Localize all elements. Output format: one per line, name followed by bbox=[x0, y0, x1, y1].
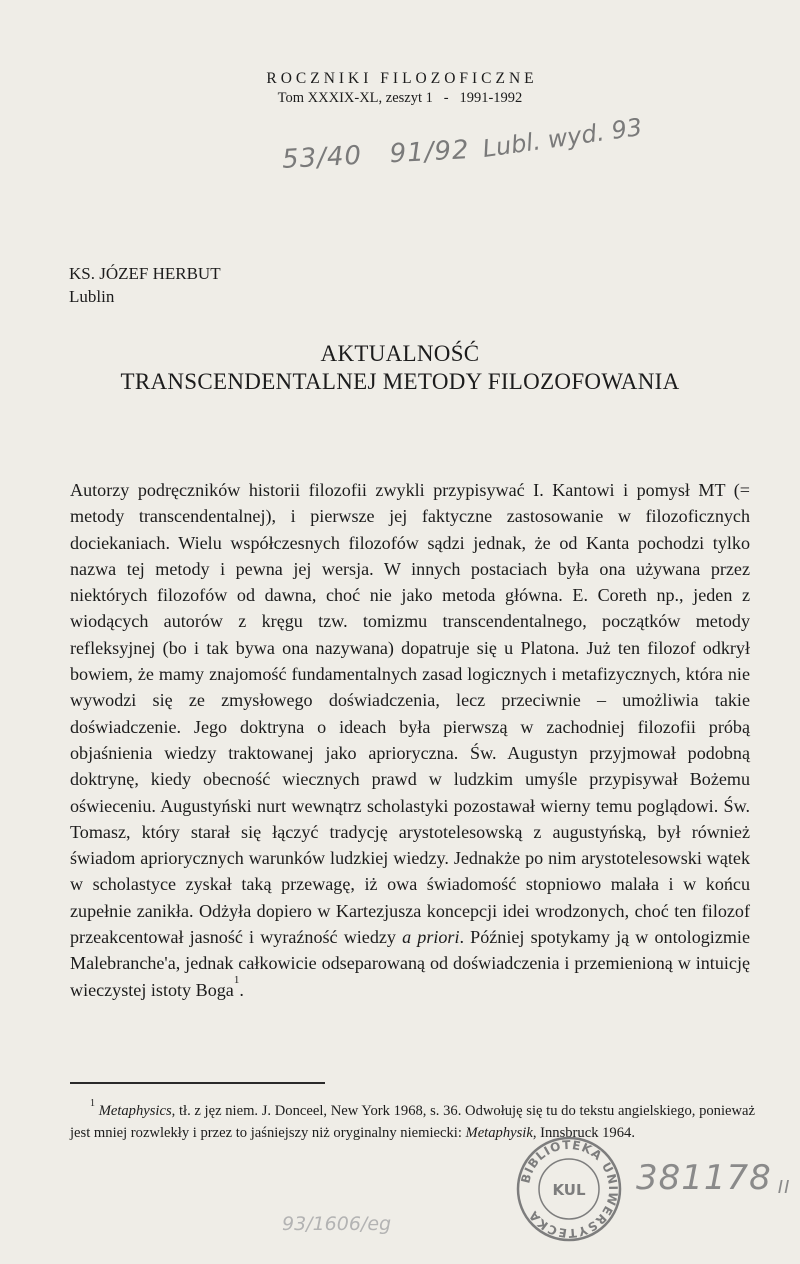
inventory-suffix: II bbox=[777, 1177, 791, 1198]
footnote-book-title: Metaphysics bbox=[98, 1103, 172, 1119]
body-paragraph bbox=[70, 477, 750, 1003]
volume-line bbox=[0, 90, 800, 107]
stamp-ring-text: BIBLIOTEKA UNIWERSYTECKA bbox=[518, 1137, 621, 1241]
footnote-text-a: , tł. z jęz niem. J. Donceel, New York 1968, s. 36. Odwołuję się tu do tekstu angielskiego, ponieważ jest mniej rozwlekły i przez to jaśniejszy niż oryginalny niemiecki: bbox=[70, 1103, 755, 1141]
journal-header bbox=[0, 70, 800, 107]
footnote-original-title: Metaphysik bbox=[465, 1124, 533, 1141]
author-location: Lublin bbox=[69, 287, 115, 306]
body-emphasis: a priori bbox=[402, 927, 460, 948]
author-name: KS. JÓZEF HERBUT bbox=[69, 264, 221, 283]
stamp-center-text: KUL bbox=[552, 1181, 586, 1199]
handwritten-note-bottom: 93/1606/eg bbox=[282, 1213, 392, 1235]
library-stamp bbox=[515, 1135, 623, 1243]
volume-text: Tom XXXIX-XL, zeszyt 1 - 1991-1992 bbox=[277, 90, 523, 106]
footnote bbox=[70, 1098, 755, 1144]
inventory-number bbox=[636, 1158, 790, 1198]
inventory-number-value: 381178 bbox=[636, 1158, 772, 1198]
title-line-2: TRANSCENDENTALNEJ METODY FILOZOFOWANIA bbox=[120, 369, 680, 394]
body-text-end: . bbox=[239, 979, 244, 1000]
body-text-tail: . Później spotykamy ją w ontologizmie Malebranche'a, jednak całkowicie odseparowaną od doświadczenia i przemienioną w intuicję wieczystej istoty Boga bbox=[70, 927, 750, 1000]
title-line-1: AKTUALNOŚĆ bbox=[320, 341, 480, 366]
footnote-divider bbox=[70, 1082, 325, 1084]
footnote-reference[interactable]: 1 bbox=[233, 973, 240, 986]
footnote-marker: 1 bbox=[90, 1098, 95, 1109]
footnote-text-b: , Innsbruck 1964. bbox=[532, 1124, 635, 1141]
handwritten-note-top-right: Lubl. wyd. 93 bbox=[480, 112, 644, 164]
body-text-main: Autorzy podręczników historii filozofii zwykli przypisywać I. Kantowi i pomysł MT (= metody transcendentalnej), i pierwsze jej faktyczne zastosowanie w filozoficznych dociekaniach. Wielu współczesnych filozofów sądzi jednak, że od Kanta pochodzi tylko nazwa tej metody i pewna jej wersja. W innych postaciach była ona używana przez niektórych filozofów od dawna, choć nie jako metoda główna. E. Coreth np., jeden z wiodących autorów z kręgu tzw. tomizmu transcendentalnego, początków metody refleksyjnej (bo i tak bywa ona nazywana) dopatruje się u Platona. Już ten filozof odkrył bowiem, że mamy znajomość fundamentalnych zasad logicznych i metafizycznych, która nie wywodzi się ze zmysłowego doświadczenia, lecz przeciwnie – umożliwia takie doświadczenie. Jego doktryna o ideach była pierwszą w zachodniej filozofii próbą objaśnienia wiedzy traktowanej jako aprioryczna. Św. Augustyn przyjmował podobną doktrynę, kiedy obecność wiecznych prawd w ludzkim umyśle przypisywał Bożemu oświeceniu. Augustyński nurt wewnątrz scholastyki pozostawał wierny temu poglądowi. Św. Tomasz, który starał się łączyć tradycję arystotelesowską z augustyńską, był również świadom apriorycznych warunków ludzkiej wiedzy. Jednakże po nim arystotelesowski wątek w scholastyce zyskał taką przewagę, iż owa świadomość stopniowo malała i w końcu zupełnie zanikła. Odżyła dopiero w Kartezjusza koncepcji idei wrodzonych, choć ten filozof przeakcentował jasność i wyraźność wiedzy bbox=[70, 480, 750, 948]
handwritten-note-top-left: 53/40 91/92 bbox=[281, 135, 471, 175]
journal-name: ROCZNIKI FILOZOFICZNE bbox=[266, 70, 538, 87]
article-title bbox=[0, 340, 800, 396]
author-block bbox=[69, 262, 221, 308]
